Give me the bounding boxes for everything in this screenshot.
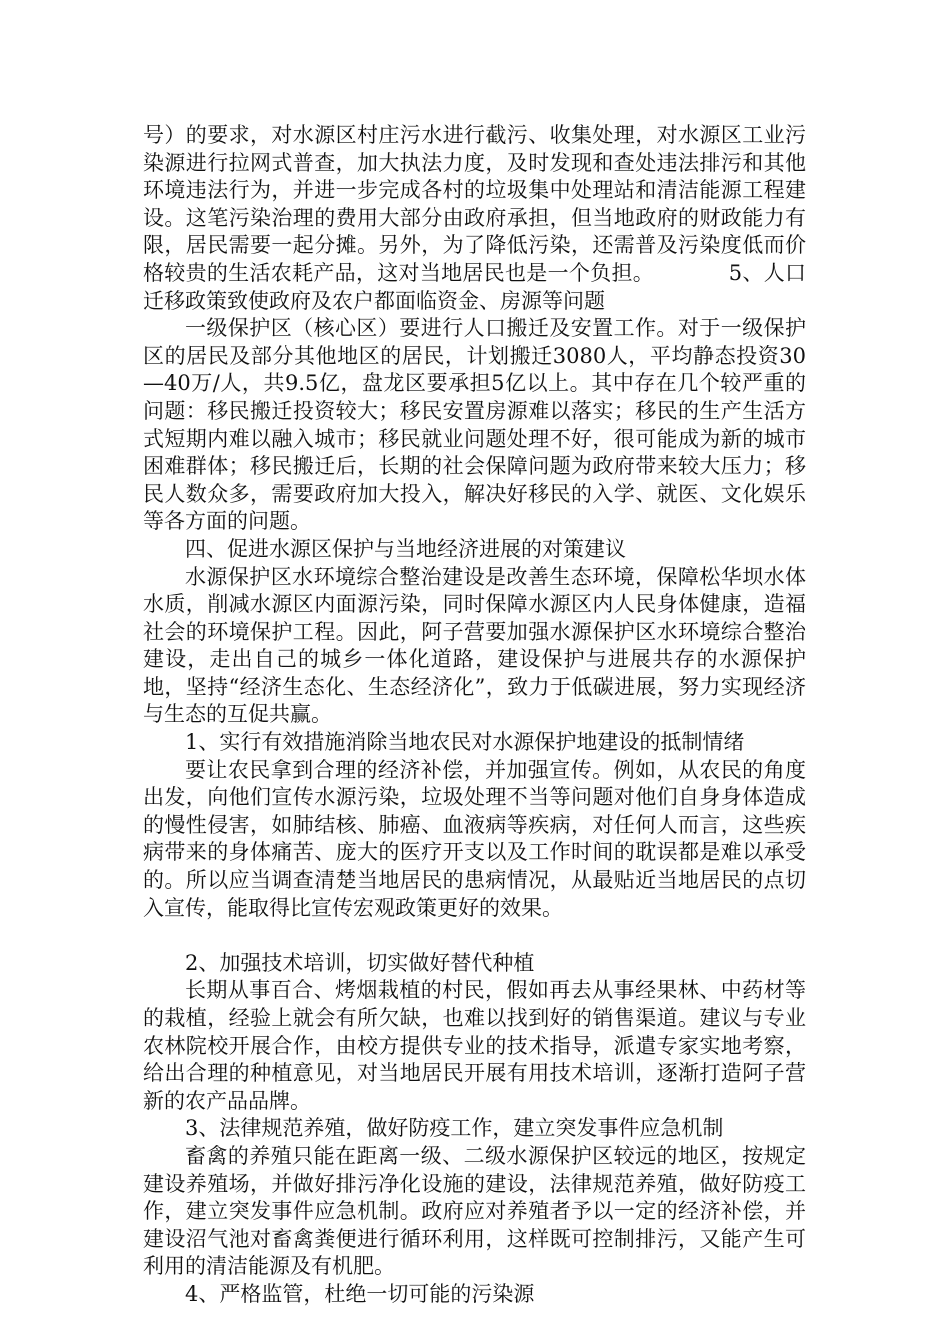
document-body	[143, 122, 806, 1309]
blank-line	[143, 922, 806, 950]
paragraph-livestock: 畜禽的养殖只能在距离一级、二级水源保护区较远的地区，按规定建设养殖场，并做好排污净化设施的建设，法律规范养殖，做好防疫工作，建立突发事件应急机制。政府应对养殖者予以一定的经济补偿，并建设沼气池对畜禽粪便进行循环利用，这样既可控制排污，又能产生可利用的清洁能源及有机肥。	[143, 1143, 806, 1279]
paragraph-pollution-cost: 号）的要求，对水源区村庄污水进行截污、收集处理，对水源区工业污染源进行拉网式普查，加大执法力度，及时发现和查处违法排污和其他环境违法行为，并进一步完成各村的垃圾集中处理站和清洁能源工程建设。这笔污染治理的费用大部分由政府承担，但当地政府的财政能力有限，居民需要一起分摊。另外，为了降低污染，还需普及污染度低而价格较贵的生活农耗产品，这对当地居民也是一个负担。 5、人口迁移政策致使政府及农户都面临资金、房源等问题	[143, 123, 806, 313]
paragraph-water-protection: 水源保护区水环境综合整治建设是改善生态环境，保障松华坝水体水质，削减水源区内面源污染，同时保障水源区内人民身体健康，造福社会的环境保护工程。因此，阿子营要加强水源保护区水环境综合整治建设，走出自己的城乡一体化道路，建设保护与进展共存的水源保护地，坚持“经济生态化、生态经济化”，致力于低碳进展，努力实现经济与生态的互促共赢。	[143, 564, 806, 727]
subheading-3: 3、法律规范养殖，做好防疫工作，建立突发事件应急机制	[185, 1116, 724, 1141]
subheading-1: 1、实行有效措施消除当地农民对水源保护地建设的抵制情绪	[185, 730, 745, 755]
subheading-4: 4、严格监管，杜绝一切可能的污染源	[185, 1281, 535, 1306]
subheading-2: 2、加强技术培训，切实做好替代种植	[185, 950, 535, 975]
paragraph-training: 长期从事百合、烤烟栽植的村民，假如再去从事经果林、中药材等的栽植，经验上就会有所欠缺，也难以找到好的销售渠道。建议与专业农林院校开展合作，由校方提供专业的技术指导，派遣专家实地考察，给出合理的种植意见，对当地居民开展有用技术培训，逐渐打造阿子营新的农产品品牌。	[143, 978, 806, 1113]
section-heading-4: 四、促进水源区保护与当地经济进展的对策建议	[185, 536, 626, 561]
paragraph-compensation: 要让农民拿到合理的经济补偿，并加强宣传。例如，从农民的角度出发，向他们宣传水源污染，垃圾处理不当等问题对他们自身身体造成的慢性侵害，如肺结核、肺癌、血液病等疾病，对任何人而言，这些疾病带来的身体痛苦、庞大的医疗开支以及工作时间的耽误都是难以承受的。所以应当调查清楚当地居民的患病情况，从最贴近当地居民的点切入宣传，能取得比宣传宏观政策更好的效果。	[143, 757, 806, 920]
paragraph-relocation: 一级保护区（核心区）要进行人口搬迁及安置工作。对于一级保护区的居民及部分其他地区的居民，计划搬迁3080人，平均静态投资30—40万/人，共9.5亿，盘龙区要承担5亿以上。其中存在几个较严重的问题：移民搬迁投资较大；移民安置房源难以落实；移民的生产生活方式短期内难以融入城市；移民就业问题处理不好，很可能成为新的城市困难群体；移民搬迁后，长期的社会保障问题为政府带来较大压力；移民人数众多，需要政府加大投入，解决好移民的入学、就医、文化娱乐等各方面的问题。	[143, 316, 806, 534]
